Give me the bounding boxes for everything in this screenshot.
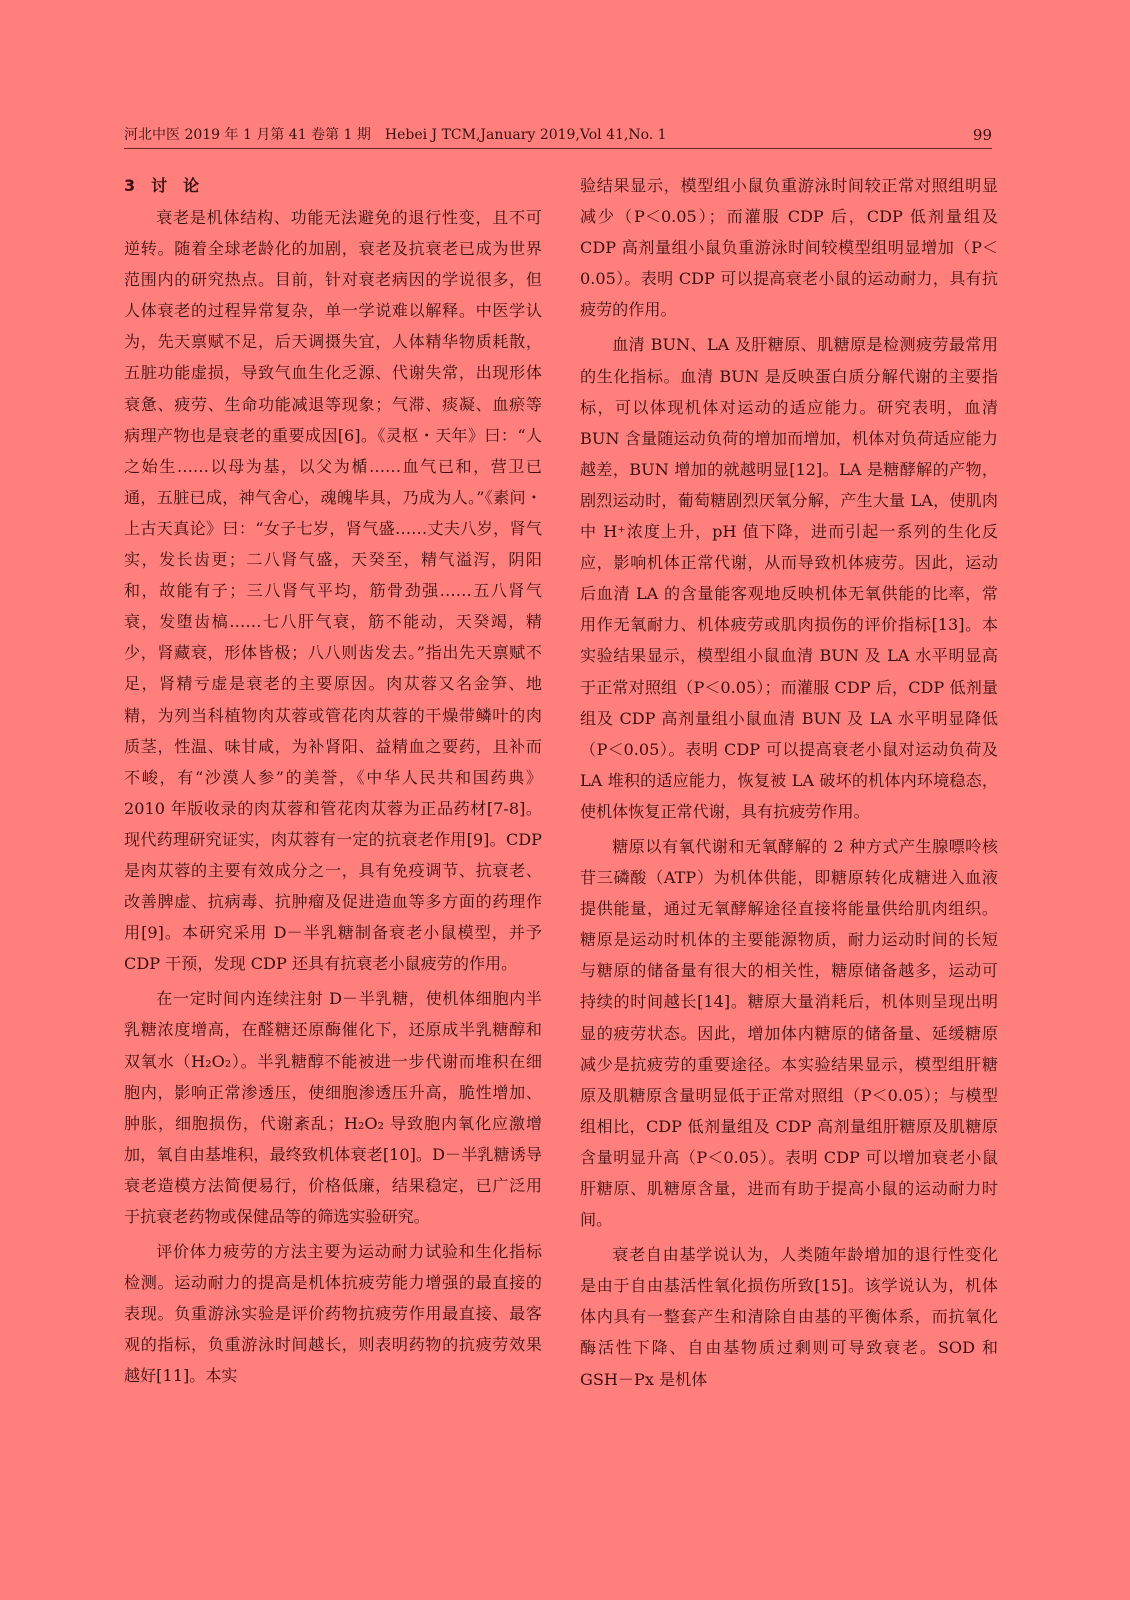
paragraph-fatigue-evaluation: 评价体力疲劳的方法主要为运动耐力试验和生化指标检测。运动耐力的提高是机体抗疲劳能力增强的最直接的表现。负重游泳实验是评价药物抗疲劳作用最直接、最客观的指标，负重游泳时间越长，则表明药物的抗疲劳效果越好[11]。本实 bbox=[124, 1242, 542, 1386]
right-column bbox=[580, 170, 998, 1395]
paragraph-d-galactose: 在一定时间内连续注射 D－半乳糖，使机体细胞内半乳糖浓度增高，在醛糖还原酶催化下，还原成半乳糖醇和双氧水（H₂O₂）。半乳糖醇不能被进一步代谢而堆积在细胞内，影响正常渗透压，使细胞渗透压升高，脆性增加、肿胀，细胞损伤，代谢紊乱；H₂O₂ 导致胞内氧化应激增加，氧自由基堆积，最终致机体衰老[10]。D－半乳糖诱导衰老造模方法简便易行，价格低廉，结果稳定，已广泛用于抗衰老药物或保健品等的筛选实验研究。 bbox=[124, 989, 542, 1226]
section-title: 3 讨 论 bbox=[124, 176, 200, 195]
left-column bbox=[124, 170, 542, 1392]
paragraph-glycogen: 糖原以有氧代谢和无氧酵解的 2 种方式产生腺嘌呤核苷三磷酸（ATP）为机体供能，即糖原转化成糖进入血液提供能量，通过无氧酵解途径直接将能量供给肌肉组织。糖原是运动时机体的主要能源物质，耐力运动时间的长短与糖原的储备量有很大的相关性，糖原储备越多，运动可持续的时间越长[14]。糖原大量消耗后，机体则呈现出明显的疲劳状态。因此，增加体内糖原的储备量、延缓糖原减少是抗疲劳的重要途径。本实验结果显示，模型组肝糖原及肌糖原含量明显低于正常对照组（P＜0.05）；与模型组相比，CDP 低剂量组及 CDP 高剂量组肝糖原及肌糖原含量明显升高（P＜0.05）。表明 CDP 可以增加衰老小鼠肝糖原、肌糖原含量，进而有助于提高小鼠的运动耐力时间。 bbox=[580, 836, 998, 1230]
paragraph-aging-tcm: 衰老是机体结构、功能无法避免的退行性变，且不可逆转。随着全球老龄化的加剧，衰老及抗衰老已成为世界范围内的研究热点。目前，针对衰老病因的学说很多，但人体衰老的过程异常复杂，单一学说难以解释。中医学认为，先天禀赋不足，后天调摄失宜，人体精华物质耗散，五脏功能虚损，导致气血生化乏源、代谢失常，出现形体衰惫、疲劳、生命功能减退等现象；气滞、痰凝、血瘀等病理产物也是衰老的重要成因[6]。《灵枢・天年》曰：“人之始生……以母为基，以父为楯……血气已和，营卫已通，五脏已成，神气舍心，魂魄毕具，乃成为人。”《素问・上古天真论》曰：“女子七岁，肾气盛……丈夫八岁，肾气实，发长齿更；二八肾气盛，天癸至，精气溢泻，阴阳和，故能有子；三八肾气平均，筋骨劲强……五八肾气衰，发堕齿槁……七八肝气衰，筋不能动，天癸竭，精少，肾藏衰，形体皆极；八八则齿发去。”指出先天禀赋不足，肾精亏虚是衰老的主要原因。肉苁蓉又名金笋、地精，为列当科植物肉苁蓉或管花肉苁蓉的干燥带鳞叶的肉质茎，性温、味甘咸，为补肾阳、益精血之要药，且补而不峻，有“沙漠人参”的美誉，《中华人民共和国药典》2010 年版收录的肉苁蓉和管花肉苁蓉为正品药材[7-8]。现代药理研究证实，肉苁蓉有一定的抗衰老作用[9]。CDP 是肉苁蓉的主要有效成分之一，具有免疫调节、抗衰老、改善脾虚、抗病毒、抗肿瘤及促进造血等多方面的药理作用[9]。本研究采用 D－半乳糖制备衰老小鼠模型，并予 CDP 干预，发现 CDP 还具有抗衰老小鼠疲劳的作用。 bbox=[124, 208, 542, 974]
paragraph-bun-la: 血清 BUN、LA 及肝糖原、肌糖原是检测疲劳最常用的生化指标。血清 BUN 是反映蛋白质分解代谢的主要指标，可以体现机体对运动的适应能力。研究表明，血清 BUN 含量随运动负荷的增加而增加，机体对负荷适应能力越差，BUN 增加的就越明显[12]。LA 是糖酵解的产物，剧烈运动时，葡萄糖剧烈厌氧分解，产生大量 LA，使肌肉中 H⁺浓度上升，pH 值下降，进而引起一系列的生化反应，影响机体正常代谢，从而导致机体疲劳。因此，运动后血清 LA 的含量能客观地反映机体无氧供能的比率，常用作无氧耐力、机体疲劳或肌肉损伤的评价指标[13]。本实验结果显示，模型组小鼠血清 BUN 及 LA 水平明显高于正常对照组（P＜0.05）；而灌服 CDP 后，CDP 低剂量组及 CDP 高剂量组小鼠血清 BUN 及 LA 水平明显降低（P＜0.05）。表明 CDP 可以提高衰老小鼠对运动负荷及 LA 堆积的适应能力，恢复被 LA 破坏的机体内环境稳态，使机体恢复正常代谢，具有抗疲劳作用。 bbox=[580, 335, 998, 821]
paragraph-swim-results: 验结果显示，模型组小鼠负重游泳时间较正常对照组明显减少（P＜0.05）；而灌服 CDP 后，CDP 低剂量组及 CDP 高剂量组小鼠负重游泳时间较模型组明显增加（P＜0.05）。表明 CDP 可以提高衰老小鼠的运动耐力，具有抗疲劳的作用。 bbox=[580, 176, 998, 320]
running-header bbox=[124, 124, 992, 149]
journal-info: 河北中医 2019 年 1 月第 41 卷第 1 期 Hebei J TCM,January 2019,Vol 41,No. 1 bbox=[124, 127, 667, 143]
page-number: 99 bbox=[972, 126, 992, 144]
paragraph-free-radical: 衰老自由基学说认为，人类随年龄增加的退行性变化是由于自由基活性氧化损伤所致[15]。该学说认为，机体体内具有一整套产生和清除自由基的平衡体系，而抗氧化酶活性下降、自由基物质过剩则可导致衰老。SOD 和 GSH－Px 是机体 bbox=[580, 1245, 998, 1389]
